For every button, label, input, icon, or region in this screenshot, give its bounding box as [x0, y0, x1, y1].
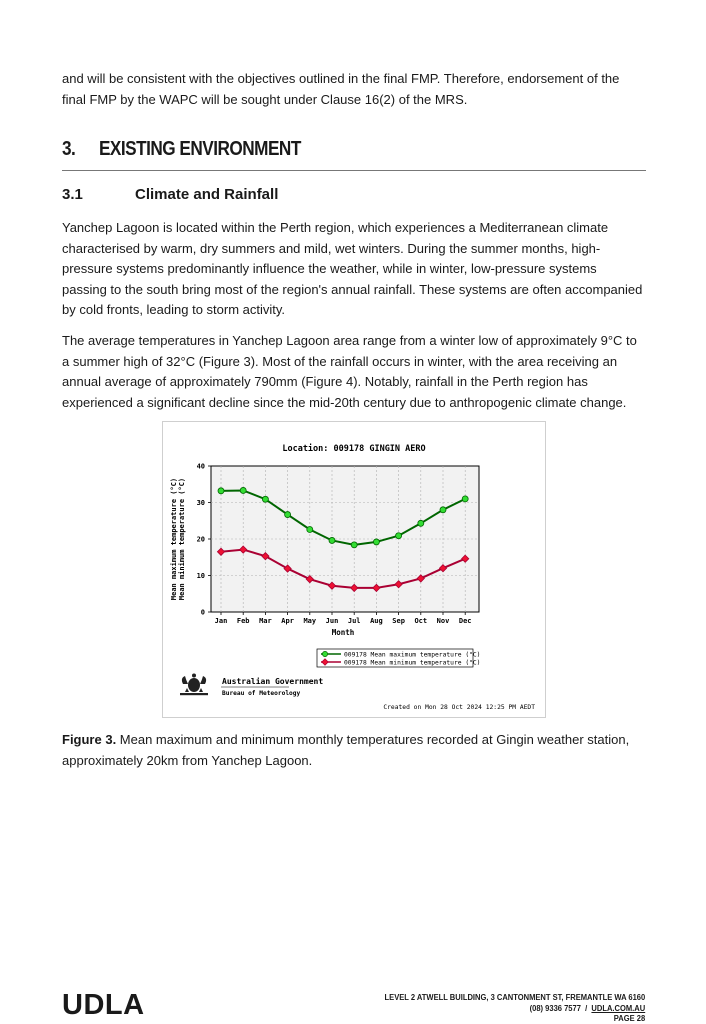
- x-axis-label: Month: [331, 628, 355, 637]
- x-tick-label: Apr: [281, 617, 294, 625]
- x-tick-label: Mar: [259, 617, 272, 625]
- data-point-max: [218, 488, 224, 494]
- section-number: 3.: [62, 138, 76, 160]
- temperature-figure: [162, 421, 546, 718]
- intro-paragraph: and will be consistent with the objectives outlined in the final FMP. Therefore, endorsement of the final FMP by the WAPC will be sought under Clause 16(2) of the MRS.: [62, 71, 620, 107]
- page-footer: [384, 992, 645, 1024]
- data-point-max: [240, 487, 246, 493]
- footer-website-link[interactable]: UDLA.COM.AU: [591, 1002, 645, 1013]
- y-tick-label: 30: [196, 499, 205, 507]
- x-tick-label: Sep: [392, 617, 405, 625]
- x-tick-label: Jul: [347, 617, 361, 625]
- y-tick-label: 10: [196, 572, 205, 580]
- x-tick-label: Oct: [414, 617, 428, 625]
- coat-of-arms-icon: [180, 674, 208, 696]
- y-axis-label-min: Mean minimum temperature (°C): [178, 477, 186, 601]
- figure-caption-label: Figure 3.: [62, 732, 117, 747]
- footer-address: LEVEL 2 ATWELL BUILDING, 3 CANTONMENT ST, FREMANTLE WA 6160: [384, 992, 645, 1002]
- data-point-max: [262, 496, 268, 502]
- y-tick-label: 20: [196, 535, 205, 544]
- y-axis-label-max: Mean maximum temperature (°C): [170, 477, 178, 601]
- data-point-max: [373, 539, 379, 545]
- bureau-name: Bureau of Meteorology: [222, 690, 301, 697]
- legend-max-label: 009178 Mean maximum temperature (°C): [344, 651, 481, 659]
- footer-phone: (08) 9336 7577: [529, 1002, 581, 1013]
- data-point-max: [285, 512, 291, 518]
- section-heading: [62, 138, 301, 161]
- data-point-max: [329, 537, 335, 543]
- x-tick-label: Feb: [236, 617, 250, 625]
- chart-legend: [317, 649, 480, 667]
- data-point-max: [351, 542, 357, 548]
- subsection-heading: [62, 186, 278, 203]
- section-divider: [62, 170, 646, 171]
- figure-caption: [62, 730, 644, 771]
- chart-title: Location: 009178 GINGIN AERO: [282, 444, 426, 454]
- figure-caption-text: Mean maximum and minimum monthly temperatures recorded at Gingin weather station, approximately 20km from Yanchep Lagoon.: [62, 732, 630, 768]
- legend-min-label: 009178 Mean minimum temperature (°C): [344, 659, 481, 667]
- data-point-max: [440, 507, 446, 513]
- x-tick-label: Dec: [458, 617, 472, 625]
- x-tick-label: Jan: [214, 617, 228, 625]
- created-timestamp: Created on Mon 28 Oct 2024 12:25 PM AEDT: [383, 704, 535, 711]
- data-point-max: [418, 520, 424, 526]
- temperature-chart: [163, 422, 545, 717]
- footer-separator: /: [584, 1002, 588, 1013]
- x-tick-label: Aug: [370, 617, 383, 625]
- temperature-paragraph: The average temperatures in Yanchep Lagoon area range from a winter low of approximately 9°C to a summer high of 32°C (Figure 3). Most of the rainfall occurs in winter, with the area receiving an annual average of approximately 790mm (Figure 4). Notably, rainfall in the Perth region has experienced a significant decline since the mid-20th century due to anthropogenic climate change.: [62, 333, 637, 410]
- x-tick-label: May: [303, 617, 317, 625]
- climate-paragraph: Yanchep Lagoon is located within the Perth region, which experiences a Mediterranean climate characterised by warm, dry summers and mild, wet winters. During the summer months, high-pressure systems predominantly influence the weather, while in winter, low-pressure systems passing to the south bring most of the region's annual rainfall. These systems are often accompanied by cold fronts, leading to storm activity.: [62, 220, 643, 318]
- agency-name: Australian Government: [222, 677, 324, 686]
- legend-max-marker: [322, 651, 327, 656]
- data-point-max: [307, 527, 313, 533]
- y-tick-label: 40: [196, 462, 205, 471]
- x-tick-label: Jun: [325, 617, 339, 625]
- footer-page-number: PAGE 28: [613, 1013, 645, 1024]
- bom-logo: [180, 674, 323, 698]
- udla-logo: UDLA: [62, 989, 145, 1021]
- data-point-max: [462, 496, 468, 502]
- data-point-max: [396, 533, 402, 539]
- y-tick-label: 0: [200, 608, 205, 617]
- subsection-title: Climate and Rainfall: [135, 186, 279, 203]
- x-tick-label: Nov: [436, 617, 450, 625]
- footer-contact: [384, 1003, 645, 1014]
- section-title: EXISTING ENVIRONMENT: [98, 138, 301, 160]
- subsection-number: 3.1: [62, 186, 83, 203]
